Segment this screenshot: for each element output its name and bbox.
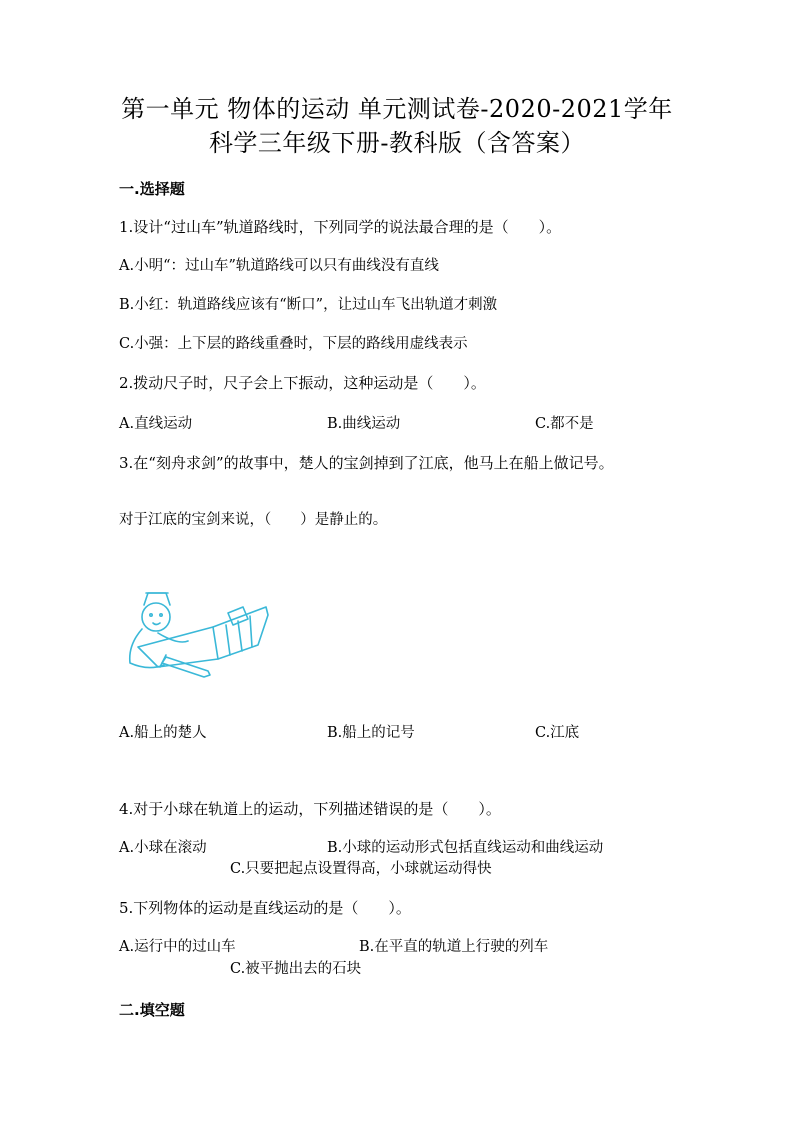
section-heading-choice: 一.选择题	[119, 180, 185, 198]
page-title-line-1: 第一单元 物体的运动 单元测试卷-2020-2021学年	[121, 95, 673, 123]
question-3-option-a: A.船上的楚人	[119, 725, 207, 741]
question-5-stem: 5.下列物体的运动是直线运动的是（ ）。	[119, 899, 411, 917]
question-4-option-c: C.只要把起点设置得高，小球就运动得快	[230, 861, 492, 877]
question-5-option-a: A.运行中的过山车	[119, 939, 236, 955]
question-3-stem-continued: 对于江底的宝剑来说，（ ）是静止的。	[119, 512, 388, 528]
question-4-option-b: B.小球的运动形式包括直线运动和曲线运动	[327, 840, 604, 856]
question-5-option-b: B.在平直的轨道上行驶的列车	[359, 939, 549, 955]
question-1-option-a: A.小明“：过山车”轨道路线可以只有曲线没有直线	[119, 258, 439, 274]
question-3-option-b: B.船上的记号	[327, 725, 415, 741]
question-2-option-a: A.直线运动	[119, 416, 193, 432]
question-2-stem: 2.拨动尺子时，尺子会上下振动，这种运动是（ ）。	[119, 374, 486, 392]
question-4-option-a: A.小球在滚动	[119, 840, 207, 856]
question-1-stem: 1.设计“过山车”轨道路线时，下列同学的说法最合理的是（ ）。	[119, 218, 562, 236]
question-2-option-b: B.曲线运动	[327, 416, 401, 432]
story-illustration	[118, 585, 270, 685]
page-title-line-2: 科学三年级下册-教科版（含答案）	[208, 129, 586, 157]
question-5-option-c: C.被平抛出去的石块	[230, 961, 362, 977]
question-3-stem: 3.在“刻舟求剑”的故事中，楚人的宝剑掉到了江底，他马上在船上做记号。	[119, 454, 614, 472]
question-1-option-b: B.小红：轨道路线应该有“断口”，让过山车飞出轨道才刺激	[119, 297, 498, 313]
question-2-option-c: C.都不是	[535, 416, 594, 432]
question-4-stem: 4.对于小球在轨道上的运动，下列描述错误的是（ ）。	[119, 800, 501, 818]
question-1-option-c: C.小强：上下层的路线重叠时，下层的路线用虚线表示	[119, 336, 468, 352]
section-heading-fill: 二.填空题	[119, 1001, 185, 1019]
question-3-option-c: C.江底	[535, 725, 580, 741]
